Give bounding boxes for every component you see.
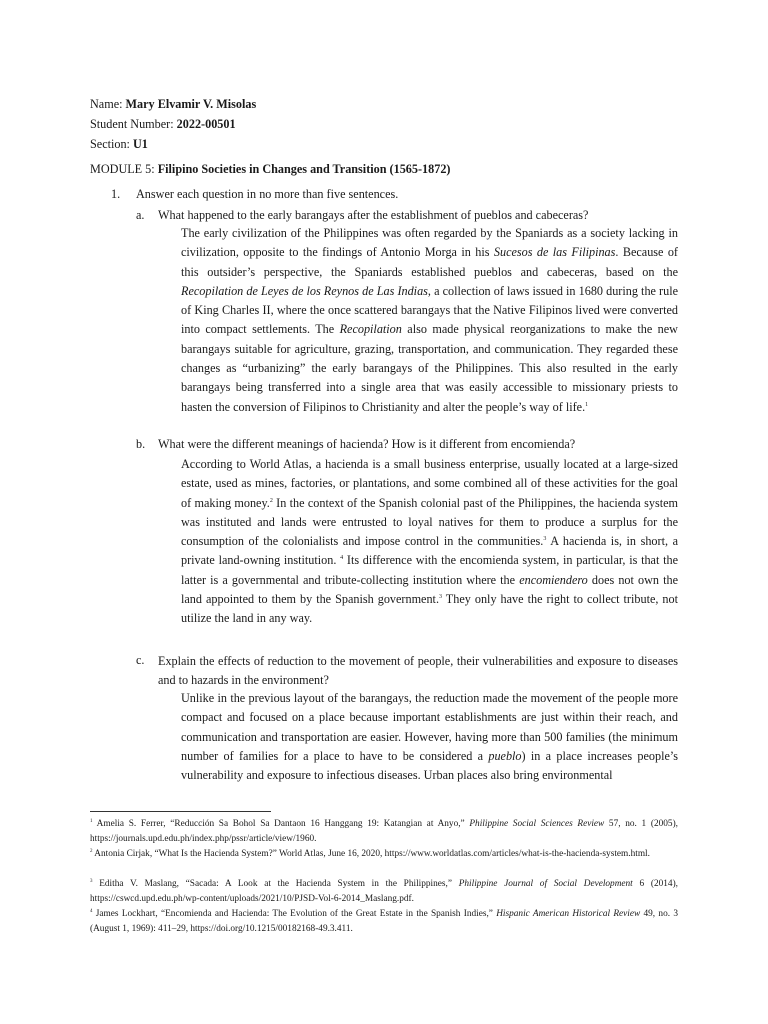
answer-b-text-3: A hacienda is, in short, a private land-owning institution.	[181, 534, 678, 568]
section-line	[90, 136, 148, 152]
student-number-label: Student Number:	[90, 117, 174, 131]
list-item-text: Answer each question in no more than five sentences.	[136, 187, 399, 201]
question-a-marker: a.	[136, 208, 145, 222]
footnote-2	[90, 847, 678, 862]
answer-a-italic-1: Sucesos de las Filipinas	[493, 245, 616, 260]
footnote-1	[90, 817, 678, 847]
footnote-ref: 2	[269, 497, 273, 504]
answer-c	[181, 689, 678, 785]
footnote-rest: 49, no. 3 (August 1, 1969): 411–29, https://doi.org/10.1215/00182168-49.3.411.	[90, 909, 678, 934]
answer-a-italic-3: Recopilation	[339, 322, 402, 337]
footnote-text: Editha V. Maslang, “Sacada: A Look at the Hacienda System in the Philippines,”	[92, 879, 459, 889]
footnote-number: 1	[90, 818, 93, 824]
question-a: What happened to the early barangays after the establishment of pueblos and cabeceras?	[158, 208, 589, 222]
footnote-italic: Hispanic American Historical Review	[496, 909, 641, 919]
footnote-4	[90, 907, 678, 937]
name-label: Name:	[90, 97, 123, 111]
answer-a-text-2: . Because of this outsider’s perspective, the Spaniards established pueblos and cabeceras, based on the	[181, 245, 678, 279]
footnote-ref: 3	[439, 594, 442, 601]
footnote-rest: 57, no. 1 (2005), https://journals.upd.edu.ph/index.php/pssr/article/view/1960.	[90, 819, 678, 844]
footnote-italic: Philippine Social Sciences Review	[469, 819, 605, 829]
section-value: U1	[133, 137, 148, 151]
footnote-number: 2	[90, 848, 93, 854]
answer-a-text-4: also made physical reorganizations to make the new barangays suitable for agriculture, grazing, transportation, and communication. They regarded these changes as “urbanizing” the early barangays of the Philippines. This also resulted in the early barangays being transferred into a single area that was easily accessible to missionary priests to hasten the conversion of Filipinos to Christianity and alter the people’s way of life.	[181, 322, 678, 414]
module-title-line	[90, 161, 450, 177]
question-b: What were the different meanings of hacienda? How is it different from encomienda?	[158, 437, 576, 451]
answer-a-text-3: , a collection of laws issued in 1680 during the rule of King Charles II, where the once scattered barangays that the Native Filipinos lived were converted into compact settlements. The	[181, 283, 678, 337]
answer-b-text-6: They only have the right to collect tribute, not utilize the land in any way.	[181, 592, 679, 626]
answer-c-text-2: ) in a place increases people’s vulnerability and exposure to infectious diseases. Urban places also bring environmental	[181, 748, 678, 783]
answer-c-italic-1: pueblo	[488, 748, 522, 763]
section-label: Section:	[90, 137, 130, 151]
answer-b	[181, 455, 678, 629]
student-number-line	[90, 116, 236, 132]
student-name: Mary Elvamir V. Misolas	[125, 97, 257, 111]
module-label: MODULE 5:	[90, 162, 155, 176]
footnote-ref: 3	[543, 536, 547, 543]
question-c-marker: c.	[136, 653, 145, 667]
answer-a-text-1: The early civilization of the Philippines was often regarded by the Spaniards as a society lacking in civilization, opposite to the findings of Antonio Morga in his	[181, 226, 678, 260]
answer-a-italic-2: Recopilation de Leyes de los Reynos de Las Indias	[181, 283, 428, 298]
footnote-ref: 4	[340, 555, 344, 562]
list-item-number: 1.	[111, 187, 121, 201]
footnote-text: Amelia S. Ferrer, “Reducción Sa Bohol Sa Dantaon 16 Hanggang 19: Katangian at Anyo,”	[92, 819, 470, 829]
footnote-3	[90, 877, 678, 907]
question-c: Explain the effects of reduction to the movement of people, their vulnerabilities and exposure to diseases and to hazards in the environment?	[158, 654, 678, 687]
footnote-italic: Philippine Journal of Social Development	[458, 879, 633, 889]
answer-b-text-5: does not own the land appointed to them by the Spanish government.	[181, 572, 679, 607]
footnote-text: Antonia Cirjak, “What Is the Hacienda System?” World Atlas, June 16, 2020, https://www.worldatlas.com/articles/what-is-the-hacienda-system.html.	[92, 849, 650, 859]
footnote-number: 4	[90, 908, 93, 914]
answer-b-text-4: Its difference with the encomienda system, in particular, is that the latter is a governmental and tribute-collecting institution where the	[181, 553, 678, 587]
footnote-number: 3	[90, 878, 93, 884]
answer-b-text-1: According to World Atlas, a hacienda is a small business enterprise, usually located at a large-sized estate, used as mines, factories, or plantations, and some combined all of these activities for the goal of making money.	[181, 457, 678, 510]
answer-b-text-2: In the context of the Spanish colonial past of the Philippines, the hacienda system was instituted and lands were entrusted to loyal natives for them to produce a surplus for the consumption of the colonialists and impose control in the communities.	[181, 495, 678, 549]
answer-c-text-1: Unlike in the previous layout of the barangays, the reduction made the movement of the people more compact and focused on a place because important establishments are just within their reach, and communication and transportation are easier. However, having more than 500 families (the minimum number of families for a place to have to be considered a	[181, 691, 678, 763]
footnote-rest: 6 (2014), https://cswcd.upd.edu.ph/wp-content/uploads/2021/10/PJSD-Vol-6-2014_Maslang.pdf.	[90, 879, 678, 904]
footnote-ref: 1	[585, 401, 589, 408]
name-line	[90, 96, 256, 112]
footnote-divider	[90, 811, 271, 812]
student-number: 2022-00501	[176, 117, 236, 131]
module-title: Filipino Societies in Changes and Transition (1565-1872)	[157, 162, 451, 176]
question-b-marker: b.	[136, 437, 146, 451]
answer-b-italic-1: encomiendero	[519, 572, 588, 587]
answer-a	[181, 224, 678, 417]
footnote-text: James Lockhart, “Encomienda and Hacienda: The Evolution of the Great Estate in the Spanish Indies,”	[92, 909, 497, 919]
